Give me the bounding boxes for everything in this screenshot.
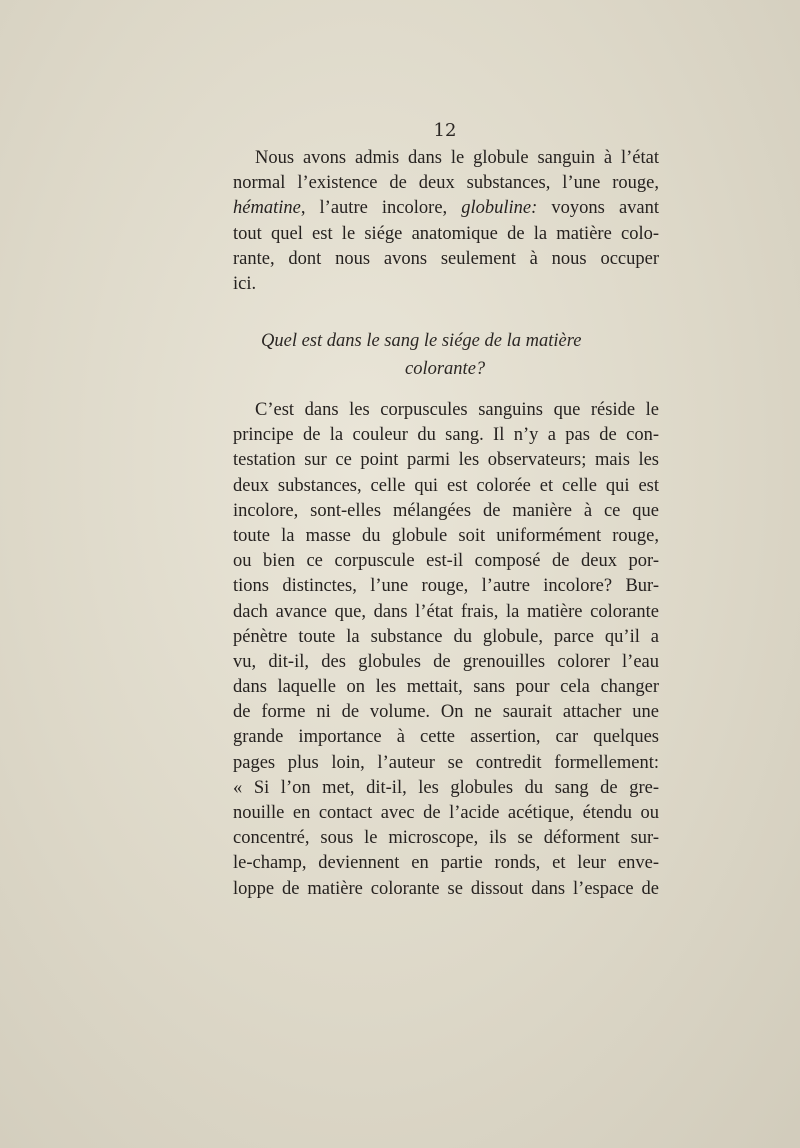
page-number: 12 — [433, 120, 457, 141]
text-line: pénètre toute la substance du globule, parce qu’il a — [233, 626, 659, 647]
text-line: pages plus loin, l’auteur se contredit formellement: — [233, 752, 659, 773]
text-line: toute la masse du globule soit uniformément rouge, — [233, 525, 659, 546]
text-line: loppe de matière colorante se dissout dans l’espace de — [233, 878, 659, 899]
term-globuline: globuline: — [461, 198, 538, 219]
text-line: nouille en contact avec de l’acide acétique, étendu ou — [233, 803, 659, 823]
text-line: le-champ, deviennent en partie ronds, et leur enve- — [233, 853, 659, 874]
text-line: testation sur ce point parmi les observateurs; mais les — [233, 450, 659, 471]
section-heading — [233, 327, 659, 383]
term-hematine: hématine — [233, 198, 301, 219]
text-line: dach avance que, dans l’état frais, la matière colorante — [233, 601, 659, 622]
text-line: tions distinctes, l’une rouge, l’autre incolore? Bur- — [233, 576, 659, 597]
text-line: de forme ni de volume. On ne saurait attacher une — [233, 702, 659, 723]
text-line: vu, dit-il, des globules de grenouilles colorer l’eau — [233, 651, 659, 672]
text-line: principe de la couleur du sang. Il n’y a pas de con- — [233, 425, 659, 446]
text-fragment: voyons avant — [551, 198, 659, 219]
text-line: Nous avons admis dans le globule sanguin à l’état — [255, 148, 659, 168]
text-line: rante, dont nous avons seulement à nous occuper — [233, 248, 659, 269]
text-line: C’est dans les corpuscules sanguins que réside le — [255, 400, 659, 420]
text-line: concentré, sous le microscope, ils se déforment sur- — [233, 828, 659, 849]
heading-line: Quel est dans le sang le siége de la matière — [261, 331, 582, 351]
text-line: deux substances, celle qui est colorée et celle qui est — [233, 475, 659, 496]
text-line: normal l’existence de deux substances, l’une rouge, — [233, 173, 659, 194]
paragraph-1 — [233, 146, 659, 297]
text-line: dans laquelle on les mettait, sans pour cela changer — [233, 677, 659, 698]
text-line: incolore, sont-elles mélangées de manière à ce que — [233, 500, 659, 521]
text-line: ou bien ce corpuscule est-il composé de deux por- — [233, 551, 659, 572]
text-fragment: l’autre incolore, — [319, 198, 448, 219]
text-line: ici. — [233, 273, 257, 294]
text-line: hématine, l’autre incolore, globuline: voyons avant — [233, 198, 659, 219]
text-line: grande importance à cette assertion, car quelques — [233, 727, 659, 748]
heading-line: colorante? — [405, 359, 486, 379]
text-line: « Si l’on met, dit-il, les globules du sang de gre- — [233, 777, 659, 798]
text-line: tout quel est le siége anatomique de la matière colo- — [233, 223, 659, 244]
paragraph-2 — [233, 398, 659, 902]
